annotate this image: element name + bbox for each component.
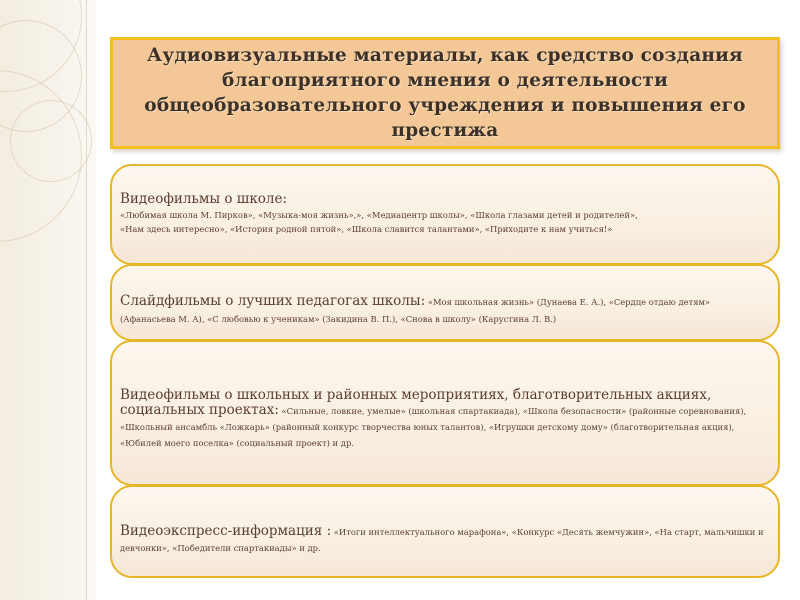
card-heading: Слайдфильмы о лучших педагогах школы: <box>120 293 426 309</box>
card-heading: Видеофильмы о школьных и районных мероприятиях, благотворительных акциях, социальных проектах: <box>120 387 712 418</box>
card-event-videos <box>110 340 780 486</box>
card-line: «Нам здесь интересно», «История родной пятой», «Школа славится талантами», «Приходите к нам учиться!» <box>120 224 613 234</box>
card-text: «Итоги интеллектуального марафона», «Конкурс «Десять жемчужин», «На старт, мальчишки и девчонки», «Победители спартакиады» и др. <box>120 527 764 553</box>
card-heading: Видеоэкспресс-информация : <box>120 523 332 539</box>
slide-title-box <box>110 37 780 149</box>
card-text: «Сильные, ловкие, умелые» (школьная спартакиада), «Школа безопасности» (районные соревнования), «Школьный ансамбль «Ложкарь» (районный конкурс творчества юных талантов), «Игрушки детскому дому» (благотворительная акция), «Юбилей моего поселка» (социальный проект) и др. <box>120 406 747 448</box>
card-slide-films <box>110 264 780 341</box>
slide-title: Аудиовизуальные материалы, как средство создания благоприятного мнения о деятельности общеобразовательного учреждения и повышения его престижа <box>144 45 746 141</box>
card-text: «Моя школьная жизнь» (Дунаева Е. А.), «Сердце отдаю детям» (Афанасьева М. А), «С любовью к ученикам» (Закидина В. П.), «Снова в школу» (Карустина Л. В.) <box>120 297 711 324</box>
card-school-videos <box>110 164 780 265</box>
card-video-express <box>110 485 780 578</box>
decorative-side-panel <box>0 0 96 600</box>
card-line: «Любимая школа М. Пирков», «Музыка-моя жизнь»,», «Медиацентр школы», «Школа глазами детей и родителей», <box>120 210 638 220</box>
card-heading: Видеофильмы о школе: <box>120 191 288 207</box>
